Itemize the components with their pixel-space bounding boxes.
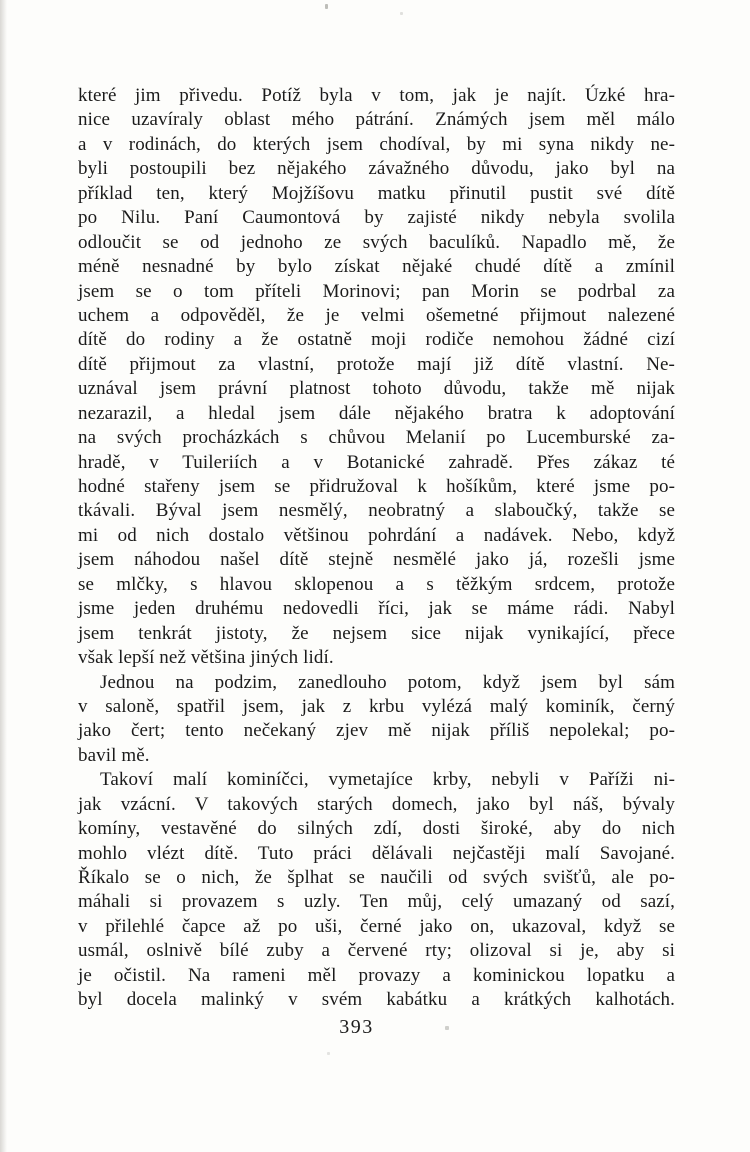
text-line: mi od nich dostalo většinou pohrdání a nadávek. Nebo, když (78, 524, 675, 546)
text-line: nezarazil, a hledal jsem dále nějakého bratra k adoptování (78, 402, 675, 424)
text-line: Takoví malí kominíčci, vymetajíce krby, nebyli v Paříži ni- (100, 769, 675, 791)
text-line: uchem a odpověděl, že je velmi ošemetné přijmout nalezené (78, 304, 675, 326)
page-number: 393 (339, 1016, 374, 1038)
text-line: odloučit se od jednoho ze svých baculíků. Napadlo mě, že (78, 231, 675, 253)
paragraph (78, 84, 675, 671)
text-line: bavil mě. (78, 744, 150, 766)
text-line: mohlo vlézt dítě. Tuto práci dělávali nejčastěji malí Savojané. (78, 842, 675, 864)
text-line: hodné stařeny jsem se přidružoval k hošíkům, které jsme po- (78, 476, 675, 497)
text-line: po Nilu. Paní Caumontová by zajisté nikdy nebyla svolila (78, 207, 675, 229)
scan-speck (400, 12, 403, 15)
text-line: příklad ten, který Mojžíšovu matku přinutil pustit své dítě (78, 182, 675, 204)
text-line: jako čert; tento nečekaný zjev mě nijak příliš nepolekal; po- (78, 720, 675, 742)
text-line: je očistil. Na rameni měl provazy a kominickou lopatku a (78, 964, 675, 986)
text-line: hradě, v Tuileriích a v Botanické zahradě. Přes zákaz té (78, 451, 675, 473)
text-line: máhali si provazem s uzly. Ten můj, celý umazaný od sazí, (78, 891, 675, 913)
text-line: jsem se o tom příteli Morinovi; pan Morin se podrbal za (78, 280, 675, 302)
paragraph (78, 671, 675, 769)
text-line: jsem tenkrát jistoty, že nejsem sice nijak vynikající, přece (78, 622, 675, 644)
text-line: usmál, oslnivě bílé zuby a červené rty; olizoval si je, aby si (78, 940, 675, 962)
text-line: byli postoupili bez nějakého závažného důvodu, jako byl na (78, 158, 675, 180)
text-line: na svých procházkách s chůvou Melanií po Lucemburské za- (78, 427, 675, 449)
text-line: jsem náhodou našel dítě stejně nesmělé jako já, rozešli jsme (78, 549, 675, 571)
text-line: a v rodinách, do kterých jsem chodíval, by mi syna nikdy ne- (78, 133, 675, 155)
text-line: však lepší než většina jiných lidí. (78, 647, 334, 669)
text-line: nice uzavíraly oblast mého pátrání. Známých jsem měl málo (78, 109, 675, 131)
text-line: které jim přivedu. Potíž byla v tom, jak je najít. Úzké hra- (78, 85, 675, 106)
page-edge-shadow (0, 0, 7, 1152)
text-line: komíny, vestavěné do silných zdí, dosti široké, aby do nich (78, 818, 675, 840)
text-line: Jednou na podzim, zanedlouho potom, když jsem byl sám (100, 671, 675, 693)
paragraph (78, 768, 675, 1012)
text-line: Říkalo se o nich, že šplhat se naučili od svých svišťů, ale po- (78, 867, 675, 888)
text-line: se mlčky, s hlavou sklopenou a s těžkým srdcem, protože (78, 573, 675, 595)
text-line: dítě do rodiny a že ostatně moji rodiče nemohou žádné cizí (78, 329, 675, 351)
text-line: méně nesnadné by bylo získat nějaké chudé dítě a zmínil (78, 256, 675, 278)
text-line: uznával jsem právní platnost tohoto důvodu, takže mě nijak (78, 378, 675, 400)
scan-speck (325, 4, 328, 9)
text-line: v saloně, spatřil jsem, jak z krbu vylézá malý kominík, černý (78, 695, 675, 717)
text-block (78, 84, 675, 1013)
text-line: byl docela malinký v svém kabátku a krátkých kalhotách. (78, 989, 675, 1011)
scan-speck (327, 1052, 330, 1055)
text-line: jak vzácní. V takových starých domech, jako byl náš, bývaly (78, 793, 675, 815)
text-line: jsme jeden druhému nedovedli říci, jak se máme rádi. Nabyl (78, 598, 675, 620)
text-line: tkávali. Býval jsem nesmělý, neobratný a slaboučký, takže se (78, 500, 675, 522)
text-line: dítě přijmout za vlastní, protože mají již dítě vlastní. Ne- (78, 353, 675, 375)
text-line: v přilehlé čapce až po uši, černé jako on, ukazoval, když se (78, 915, 675, 937)
